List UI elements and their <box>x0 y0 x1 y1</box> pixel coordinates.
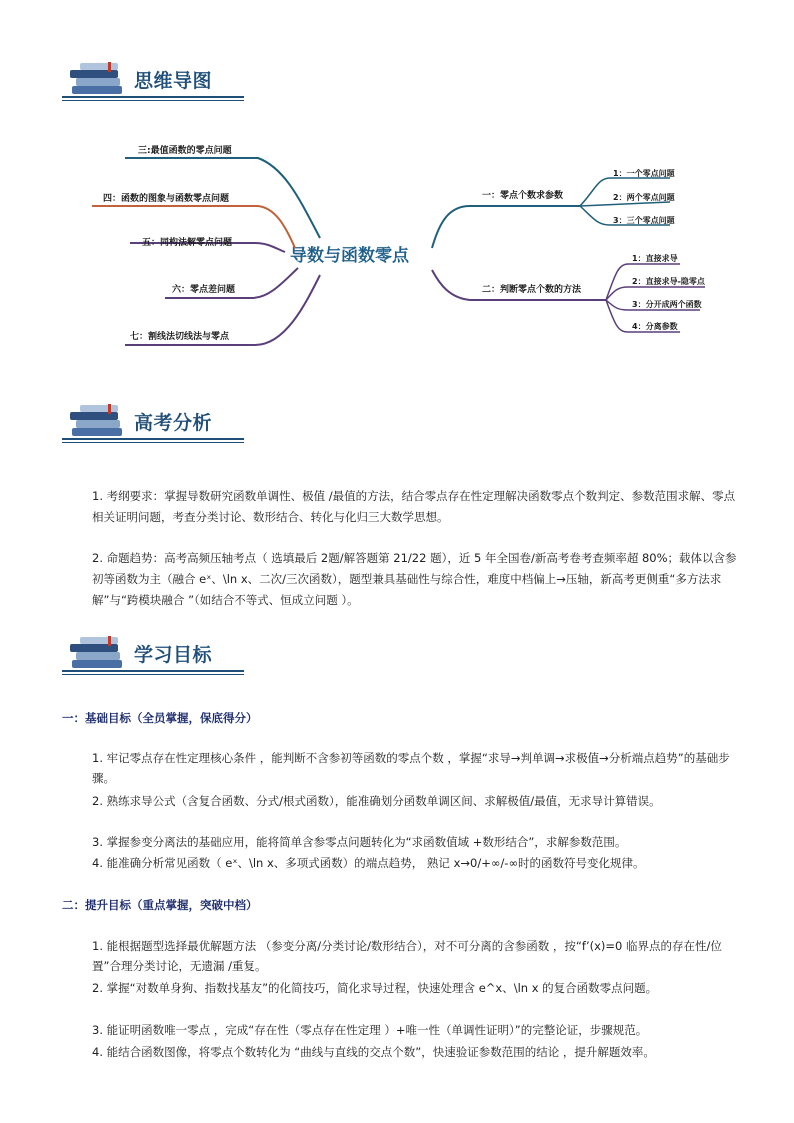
section-header-analysis <box>62 404 244 448</box>
sub-branch-label: 3：分开成两个函数 <box>632 300 702 309</box>
divider <box>62 96 244 98</box>
branch-label: 七：割线法切线法与零点 <box>130 332 230 342</box>
branch-line <box>606 287 705 300</box>
analysis-paragraph: 2. 命题趋势：高考高频压轴考点（ 选填最后 2题/解答题第 21/22 题），近 5 年全国卷/新高考卷考查频率超 80%；载体以含参初等函数为主（融合 eˣ、\ln x、二次/三次函数），题型兼具基础性与综合性，难度中档偏上→压轴，新高考更侧重“多方法求解”与“跨模块融合 ”（如结合不等式、恒成立问题 ）。 <box>92 551 737 607</box>
books-icon <box>68 636 128 672</box>
sub-branch-label: 2：直接求导-隐零点 <box>632 277 705 286</box>
section-header-goals <box>62 636 244 680</box>
branch-label: 一：零点个数求参数 <box>482 191 564 201</box>
books-icon <box>68 404 128 440</box>
books-icon <box>68 62 128 98</box>
goal-item: 3. 掌握参变分离法的基础应用，能将简单含参零点问题转化为“求函数值域 +数形结合”，求解参数范围。 <box>92 835 627 849</box>
branch-line <box>580 202 670 206</box>
divider <box>62 442 244 443</box>
branch-label: 五：同构法解零点问题 <box>142 238 233 248</box>
sub-branch-label: 1：直接求导 <box>632 254 678 263</box>
goal-item: 1. 能根据题型选择最优解题方法 （参变分离/分类讨论/数形结合），对不可分离的含参函数 ，按“f’(x)=0 临界点的存在性/位置”合理分类讨论，无遗漏 /重复。 <box>92 939 722 973</box>
goal-item: 4. 能结合函数图像，将零点个数转化为 “曲线与直线的交点个数”，快速验证参数范围的结论 ，提升解题效率。 <box>92 1045 655 1059</box>
sub-branch-label: 4：分离参数 <box>632 322 678 331</box>
basic-goals-heading: 一：基础目标（全员掌握，保底得分） <box>62 711 258 725</box>
branch-line <box>432 206 580 248</box>
divider <box>62 438 244 440</box>
goal-item: 4. 能准确分析常见函数（ eˣ、\ln x、多项式函数）的端点趋势， 熟记 x→0/+∞/-∞时的函数符号变化规律。 <box>92 856 645 870</box>
section-title: 思维导图 <box>134 70 213 92</box>
branch-label: 四：函数的图象与函数零点问题 <box>103 194 230 204</box>
goal-item: 2. 掌握“对数单身狗、指数找基友”的化简技巧，简化求导过程，快速处理含 e^x、\ln x 的复合函数零点问题。 <box>92 981 658 995</box>
section-title: 学习目标 <box>134 644 213 666</box>
sub-branch-label: 2：两个零点问题 <box>613 193 675 202</box>
goal-item: 3. 能证明函数唯一零点 ，完成“存在性（零点存在性定理 ）+唯一性（单调性证明）”的完整论证，步骤规范。 <box>92 1023 648 1037</box>
section-title: 高考分析 <box>134 412 213 434</box>
mind-map <box>0 120 794 370</box>
divider <box>62 100 244 101</box>
analysis-paragraph: 1. 考纲要求：掌握导数研究函数单调性、极值 /最值的方法，结合零点存在性定理解决函数零点个数判定、参数范围求解、零点相关证明问题，考查分类讨论、数形结合、转化与化归三大数学思想。 <box>92 489 736 524</box>
section-header-mindmap <box>62 62 244 106</box>
divider <box>62 670 244 672</box>
divider <box>62 674 244 675</box>
sub-branch-label: 1：一个零点问题 <box>613 169 675 178</box>
branch-label: 六：零点差问题 <box>172 285 236 295</box>
goal-item: 1. 牢记零点存在性定理核心条件 ，能判断不含参初等函数的零点个数 ，掌握“求导→判单调→求极值→分析端点趋势”的基础步骤。 <box>92 751 730 785</box>
branch-label: 二：判断零点个数的方法 <box>482 285 582 295</box>
sub-branch-label: 3：三个零点问题 <box>613 216 675 225</box>
goal-item: 2. 熟练求导公式（含复合函数、分式/根式函数），能准确划分函数单调区间、求解极值/最值，无求导计算错误。 <box>92 794 661 808</box>
mind-map-center: 导数与函数零点 <box>290 246 409 266</box>
advanced-goals-heading: 二：提升目标（重点掌握，突破中档） <box>62 898 258 912</box>
branch-label: 三:最值函数的零点问题 <box>138 146 232 156</box>
